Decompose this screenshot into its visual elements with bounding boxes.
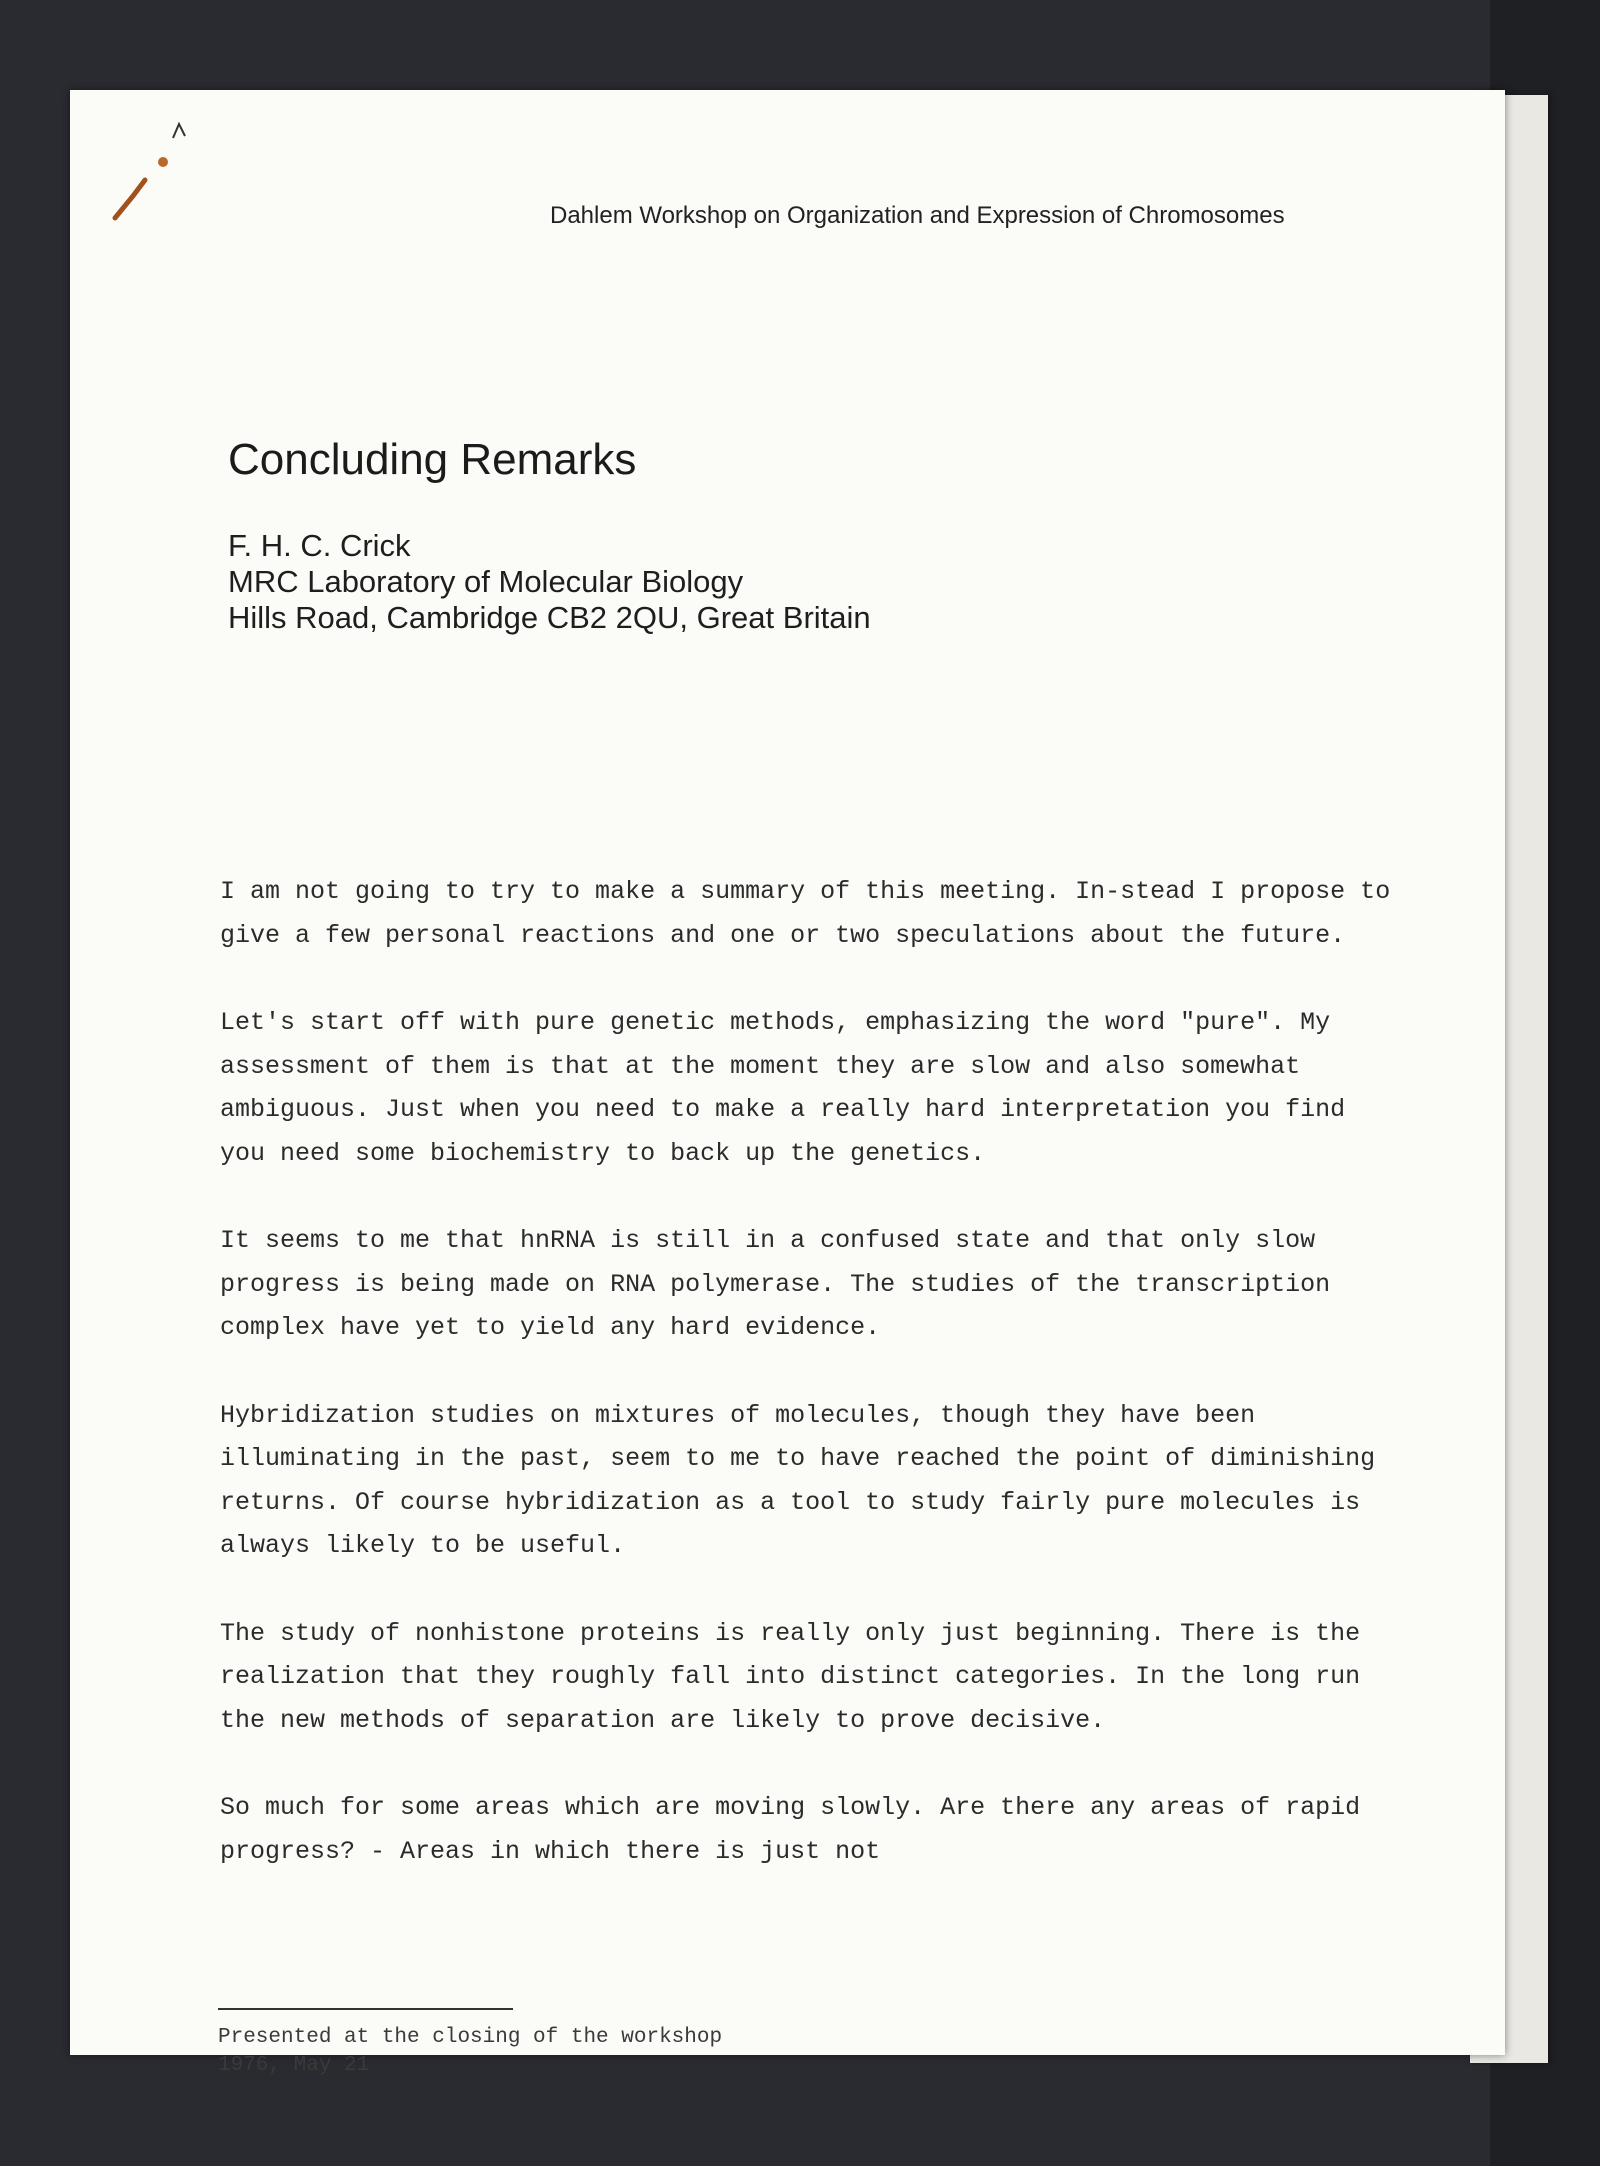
workshop-header: Dahlem Workshop on Organization and Expression of Chromosomes bbox=[550, 202, 1285, 229]
document-page bbox=[70, 90, 1505, 2077]
paragraph: The study of nonhistone proteins is really only just beginning. There is the realization that they roughly fall into distinct categories. In the long run the new methods of separation are likely to prove decisive. bbox=[220, 1618, 1361, 1735]
footnote-rule bbox=[218, 2008, 513, 2010]
rust-stain-mark bbox=[105, 110, 195, 230]
paragraph: I am not going to try to make a summary of this meeting. In-stead I propose to give a few personal reactions and one or two speculations about the future. bbox=[220, 877, 1391, 950]
paragraph: Let's start off with pure genetic methods, emphasizing the word "pure". My assessment of them is that at the moment they are slow and also somewhat ambiguous. Just when you need to make a really hard interpretation you find you need some biochemistry to back up the genetics. bbox=[220, 1008, 1346, 1168]
page-title: Concluding Remarks bbox=[228, 435, 637, 484]
author-block bbox=[228, 528, 871, 636]
paragraph: Hybridization studies on mixtures of molecules, though they have been illuminating in the past, seem to me to have reached the point of diminishing returns. Of course hybridization as a tool to study fairly pure molecules is always likely to be useful. bbox=[220, 1400, 1376, 1560]
author-name: F. H. C. Crick bbox=[228, 528, 411, 563]
footnote bbox=[218, 2024, 722, 2080]
paragraph: So much for some areas which are moving slowly. Are there any areas of rapid progress? - Areas in which there is just not bbox=[220, 1793, 1361, 1866]
paragraph: It seems to me that hnRNA is still in a confused state and that only slow progress is being made on RNA polymerase. The studies of the transcription complex have yet to yield any hard evidence. bbox=[220, 1226, 1331, 1342]
author-institution: MRC Laboratory of Molecular Biology bbox=[228, 564, 744, 599]
footnote-line: Presented at the closing of the workshop bbox=[218, 2026, 723, 2049]
author-address: Hills Road, Cambridge CB2 2QU, Great Britain bbox=[228, 600, 871, 635]
body-text bbox=[220, 870, 1400, 1917]
footnote-line: 1976, May 21 bbox=[218, 2054, 370, 2077]
